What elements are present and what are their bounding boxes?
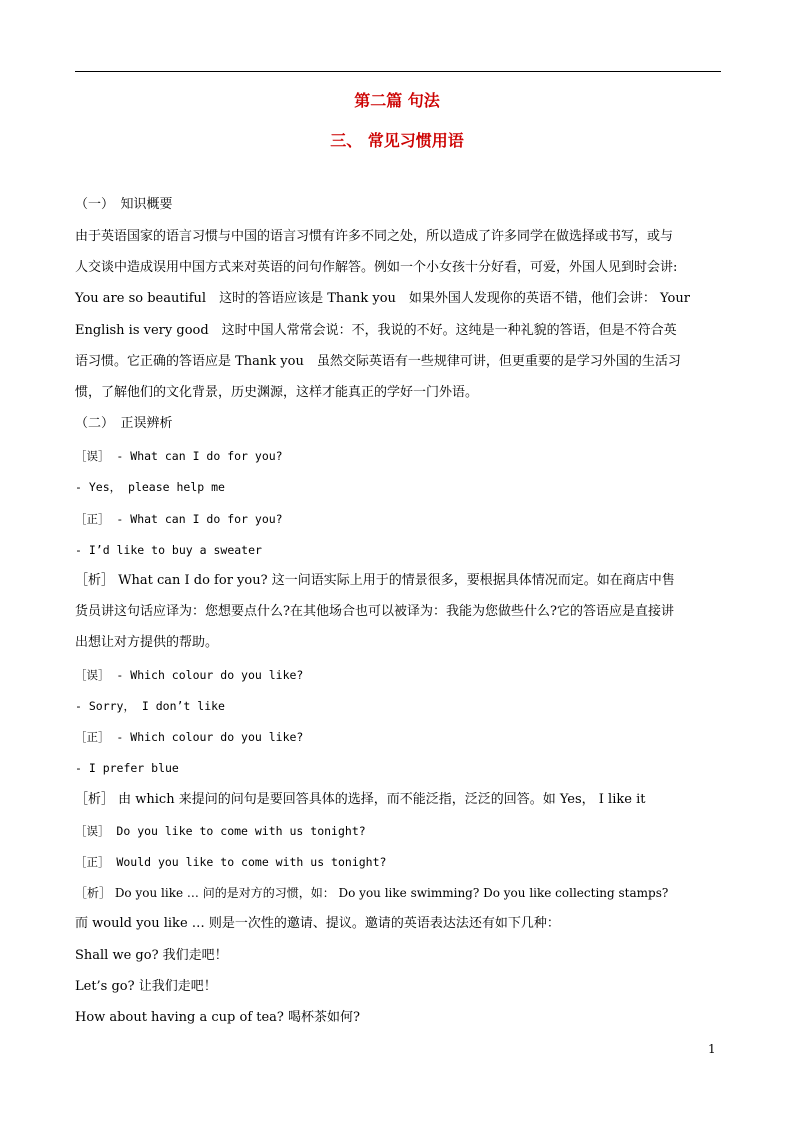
analysis-line: 而 would you like … 则是一次性的邀请、提议。邀请的英语表达法还有如下几种： xyxy=(75,916,560,931)
part-title: 第二篇 句法 xyxy=(354,91,440,110)
example-line: - Sorry， I don’t like xyxy=(75,699,225,713)
subheading-analysis: （二） 正误辨析 xyxy=(75,416,173,431)
header-rule xyxy=(75,71,721,72)
example-line: ［正］ Would you like to come with us tonight? xyxy=(75,855,387,869)
analysis-line: ［析］ Do you like … 问的是对方的习惯，如： Do you like swimming? Do you like collecting stamps? xyxy=(75,886,669,900)
body-line: English is very good 这时中国人常常会说：不，我说的不好。这纯是一种礼貌的答语，但是不符合英 xyxy=(75,323,677,338)
example-line: ［正］ - What can I do for you? xyxy=(75,512,283,526)
example-line: ［误］ - Which colour do you like? xyxy=(75,668,304,682)
body-line: 惯，了解他们的文化背景，历史渊源，这样才能真正的学好一门外语。 xyxy=(75,385,479,400)
analysis-line: 出想让对方提供的帮助。 xyxy=(75,635,219,650)
page-number: 1 xyxy=(708,1042,716,1056)
example-line: ［误］ Do you like to come with us tonight? xyxy=(75,824,366,838)
body-line: 人交谈中造成误用中国方式来对英语的问句作解答。例如一个小女孩十分好看，可爱，外国人见到时会讲: xyxy=(75,260,678,275)
example-line: ［误］ - What can I do for you? xyxy=(75,449,283,463)
example-line: Let’s go? 让我们走吧！ xyxy=(75,979,217,994)
analysis-line: 货员讲这句话应译为：您想要点什么?在其他场合也可以被译为：我能为您做些什么?它的答语应是直接讲 xyxy=(75,604,674,619)
analysis-line: ［析］ What can I do for you? 这一问语实际上用于的情景很多，要根据具体情况而定。如在商店中售 xyxy=(75,573,675,588)
example-line: - Yes， please help me xyxy=(75,480,225,494)
example-line: - I’d like to buy a sweater xyxy=(75,543,262,557)
section-title: 三、 常见习惯用语 xyxy=(330,131,464,150)
body-line: 语习惯。它正确的答语应是 Thank you 虽然交际英语有一些规律可讲，但更重要的是学习外国的生活习 xyxy=(75,354,681,369)
example-line: - I prefer blue xyxy=(75,761,179,775)
subheading-overview: （一） 知识概要 xyxy=(75,197,173,212)
example-line: ［正］ - Which colour do you like? xyxy=(75,730,304,744)
body-line: You are so beautiful 这时的答语应该是 Thank you 如果外国人发现你的英语不错，他们会讲： Your xyxy=(75,291,690,306)
body-line: 由于英语国家的语言习惯与中国的语言习惯有许多不同之处，所以造成了许多同学在做选择或书写，或与 xyxy=(75,229,674,244)
analysis-line: ［析］ 由 which 来提问的问句是要回答具体的选择，而不能泛指，泛泛的回答。如 Yes， I like it xyxy=(75,792,646,807)
example-line: How about having a cup of tea? 喝杯茶如何? xyxy=(75,1010,361,1025)
example-line: Shall we go? 我们走吧！ xyxy=(75,948,228,963)
